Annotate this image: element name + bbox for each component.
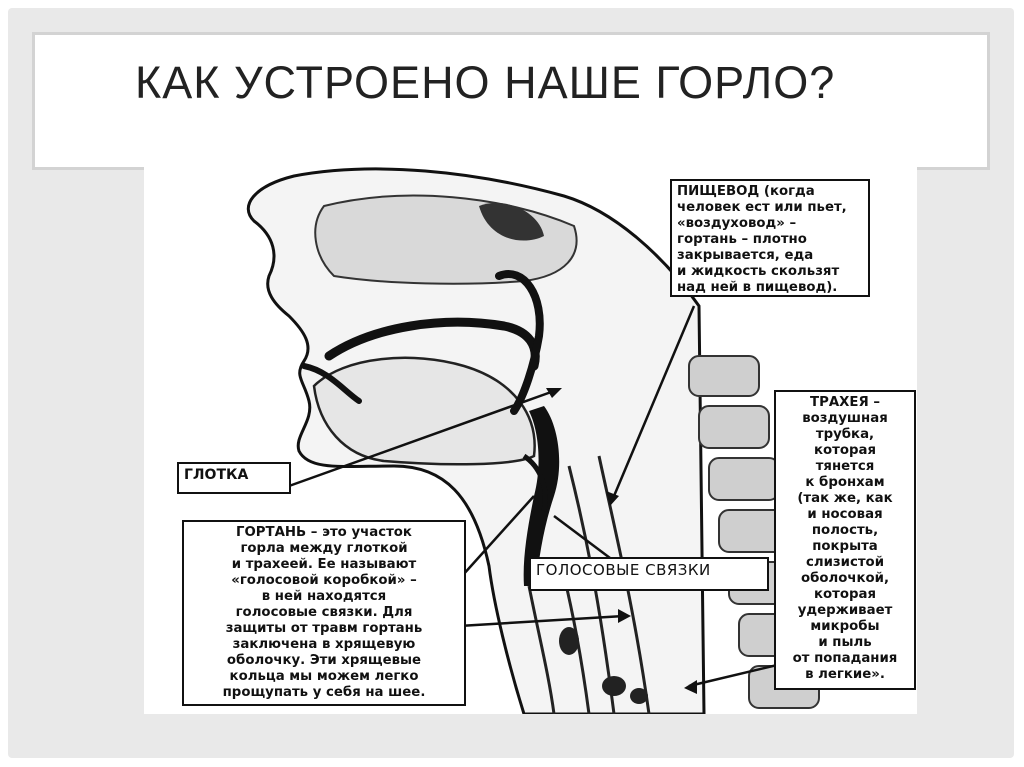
cartilage-1 [559, 627, 579, 655]
label-larynx: ГОРТАНЬ – это участок горла между глоткой и трахеей. Ее называют «голосовой коробкой» – в ней находятся голосовые связки. Для защиты от травм гортань заключена в хрящевую оболочку. Эти хрящевые кольца мы можем легко прощупать у себя на шее. [182, 520, 466, 706]
label-esophagus: ПИЩЕВОД (когда человек ест или пьет, «воздуховод» – гортань – плотно закрывается, еда и жидкость скользят над ней в пищевод). [670, 179, 870, 297]
slide-title: КАК УСТРОЕНО НАШЕ ГОРЛО? [135, 57, 836, 108]
throat-diagram [144, 166, 917, 714]
cartilage-3 [630, 688, 648, 704]
label-trachea: ТРАХЕЯ – воздушная трубка, которая тянется к бронхам (так же, как и носовая полость, покрыта слизистой оболочкой, которая удерживает микробы и пыль от попадания в легкие». [774, 390, 916, 690]
label-vocal-cords: ГОЛОСОВЫЕ СВЯЗКИ [529, 557, 769, 591]
cartilage-2 [602, 676, 626, 696]
title-box [32, 32, 990, 170]
label-pharynx: ГЛОТКА [177, 462, 291, 494]
